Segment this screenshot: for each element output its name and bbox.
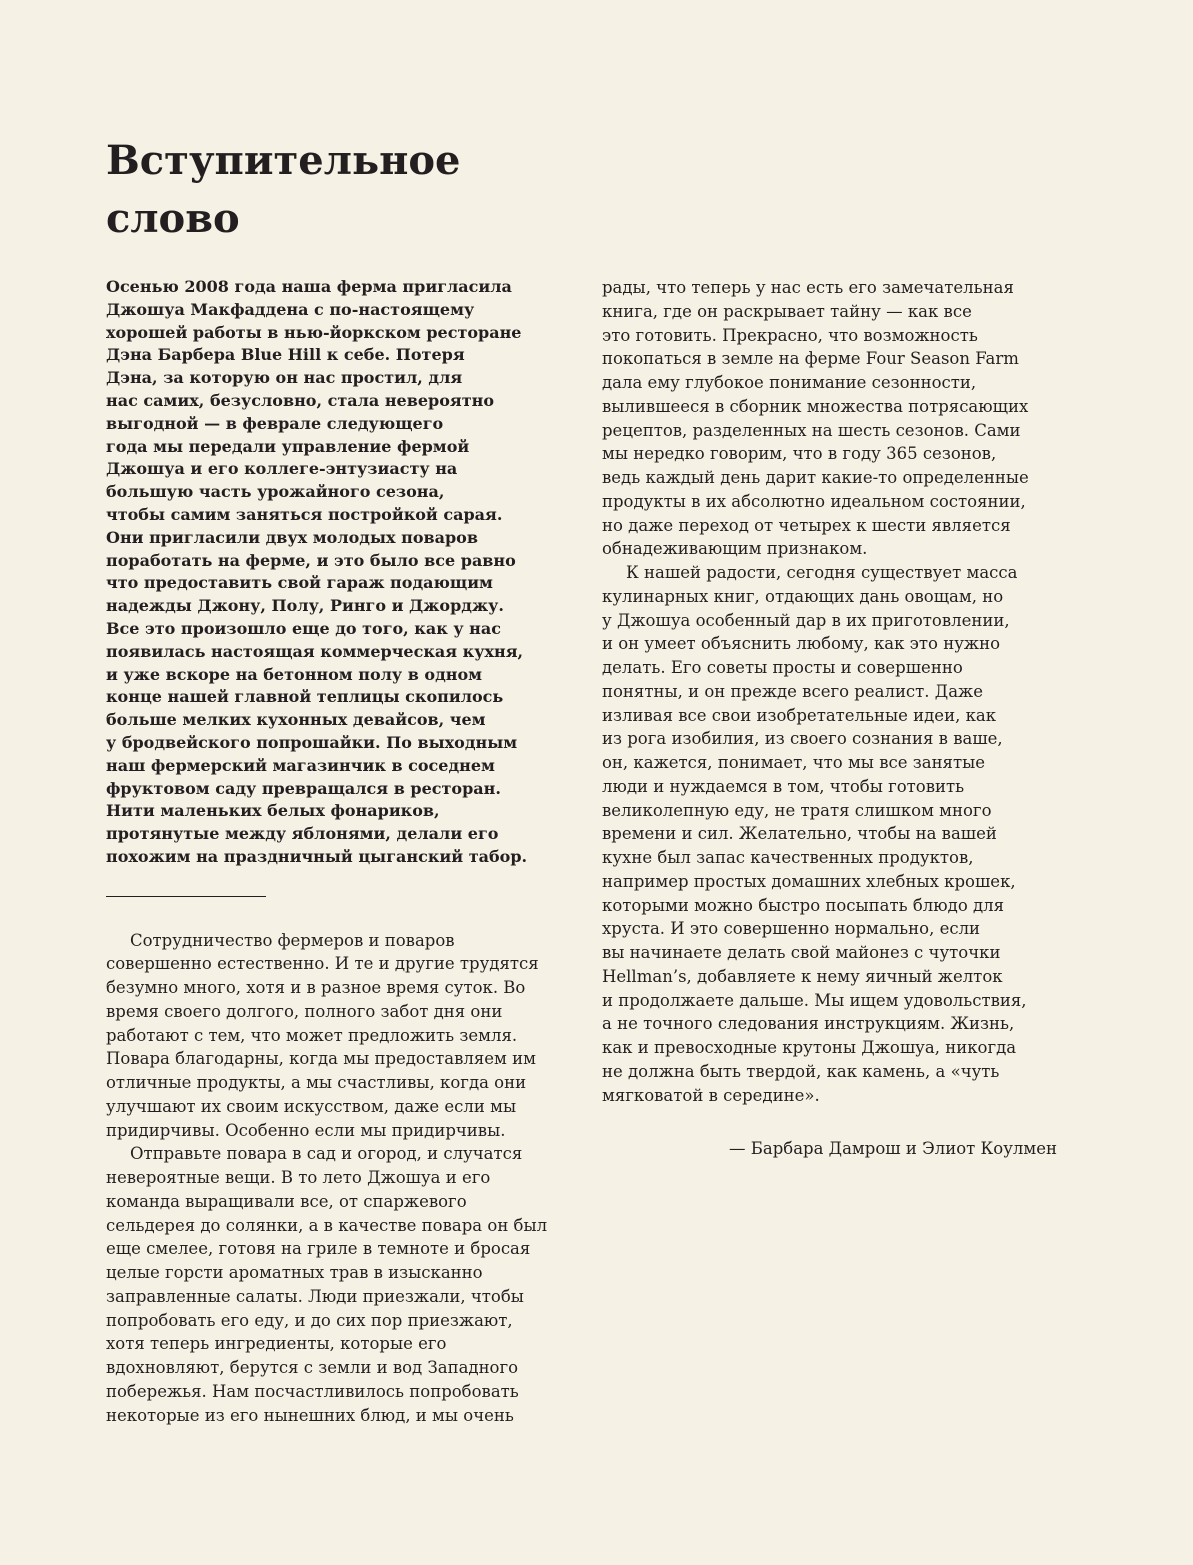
body-line: великолепную еду, не тратя слишком много xyxy=(602,800,992,820)
body-line: вдохновляют, берутся с земли и вод Западного xyxy=(106,1358,519,1378)
lead-line: года мы передали управление фермой xyxy=(106,436,470,456)
body-line: рады, что теперь у нас есть его замечательная xyxy=(602,278,1014,297)
body-line: вы начинаете делать свой майонез с чуточки xyxy=(602,943,1001,962)
right-column xyxy=(602,276,1072,1107)
body-line: у Джошуа особенный дар в их приготовлении, xyxy=(602,610,1010,630)
body-line: отличные продукты, а мы счастливы, когда они xyxy=(106,1073,527,1093)
lead-line: наш фермерский магазинчик в соседнем xyxy=(106,755,495,775)
body-line: побережья. Нам посчастливилось попробовать xyxy=(106,1381,519,1401)
lead-line: Дэна, за которую он нас простил, для xyxy=(106,368,463,388)
lead-line: Все это произошло еще до того, как у нас xyxy=(106,618,501,638)
lead-line: Дэна Барбера Blue Hill к себе. Потеря xyxy=(106,345,465,365)
lead-line: протянутые между яблонями, делали его xyxy=(106,824,499,844)
lead-line: большую часть урожайного сезона, xyxy=(106,482,445,502)
body-line: например простых домашних хлебных крошек, xyxy=(602,871,1016,891)
body-line: мягковатой в середине». xyxy=(602,1085,820,1105)
body-line: К нашей радости, сегодня существует масса xyxy=(626,563,1018,582)
lead-line: надежды Джону, Полу, Ринго и Джорджу. xyxy=(106,596,504,616)
body-line: Отправьте повара в сад и огород, и случатся xyxy=(130,1144,523,1164)
body-line: невероятные вещи. В то лето Джошуа и его xyxy=(106,1168,491,1188)
body-line: сельдерея до солянки, а в качестве повара он был xyxy=(106,1215,548,1235)
body-line: это готовить. Прекрасно, что возможность xyxy=(602,325,978,345)
lead-line: хорошей работы в нью-йоркском ресторане xyxy=(106,322,522,342)
lead-line: выгодной — в феврале следующего xyxy=(106,413,444,433)
lead-line: Они пригласили двух молодых поваров xyxy=(106,527,478,547)
body-line: Hellman’s, добавляете к нему яичный желток xyxy=(602,966,1003,986)
body-line: хотя теперь ингредиенты, которые его xyxy=(106,1334,447,1354)
section-divider xyxy=(106,896,266,897)
body-line: обнадеживающим признаком. xyxy=(602,539,868,559)
body-line: изливая все свои изобретательные идеи, как xyxy=(602,705,997,725)
lead-line: чтобы самим заняться постройкой сарая. xyxy=(106,504,503,524)
body-line: попробовать его еду, и до сих пор приезжают, xyxy=(106,1310,513,1330)
body-line: придирчивы. Особенно если мы придирчивы. xyxy=(106,1120,506,1140)
body-line: команда выращивали все, от спаржевого xyxy=(106,1191,467,1211)
body-line: Сотрудничество фермеров и поваров xyxy=(130,930,455,950)
body-line: не должна быть твердой, как камень, а «чуть xyxy=(602,1061,1000,1081)
left-column xyxy=(106,276,576,1427)
body-line: люди и нуждаемся в том, чтобы готовить xyxy=(602,776,965,796)
lead-line: фруктовом саду превращался в ресторан. xyxy=(106,778,501,798)
body-line: мы нередко говорим, что в году 365 сезонов, xyxy=(602,444,997,464)
title-line: слово xyxy=(106,195,240,242)
body-line: совершенно естественно. И те и другие трудятся xyxy=(106,954,539,974)
body-line: безумно много, хотя и в разное время суток. Во xyxy=(106,978,526,998)
lead-paragraph xyxy=(106,276,576,869)
body-line: кулинарных книг, отдающих дань овощам, но xyxy=(602,586,1004,606)
lead-line: похожим на праздничный цыганский табор. xyxy=(106,846,528,866)
lead-line: появилась настоящая коммерческая кухня, xyxy=(106,641,524,661)
body-line: которыми можно быстро посыпать блюдо для xyxy=(602,895,1005,915)
body-line: улучшают их своим искусством, даже если мы xyxy=(106,1096,517,1116)
lead-line: поработать на ферме, и это было все равно xyxy=(106,550,516,570)
body-line: а не точного следования инструкциям. Жизнь, xyxy=(602,1014,1015,1034)
lead-line: у бродвейского попрошайки. По выходным xyxy=(106,732,518,752)
body-line: заправленные салаты. Люди приезжали, чтобы xyxy=(106,1286,524,1306)
body-line: покопаться в земле на ферме Four Season Farm xyxy=(602,349,1019,369)
body-line: работают с тем, что может предложить земля. xyxy=(106,1025,518,1045)
body-line: времени и сил. Желательно, чтобы на вашей xyxy=(602,824,997,844)
lead-line: что предоставить свой гараж подающим xyxy=(106,573,493,593)
body-line: ведь каждый день дарит какие-то определенные xyxy=(602,468,1029,487)
body-line: еще смелее, готовя на гриле в темноте и бросая xyxy=(106,1239,531,1259)
body-text-right xyxy=(602,276,1072,1107)
body-line: Повара благодарны, когда мы предоставляем им xyxy=(106,1049,536,1069)
body-line: и он умеет объяснить любому, как это нужно xyxy=(602,634,1001,654)
lead-line: конце нашей главной теплицы скопилось xyxy=(106,687,504,707)
body-line: дала ему глубокое понимание сезонности, xyxy=(602,373,977,392)
body-line: продукты в их абсолютно идеальном состоянии, xyxy=(602,491,1026,511)
body-line: из рога изобилия, из своего сознания в ваше, xyxy=(602,729,1003,749)
body-line: целые горсти ароматных трав в изысканно xyxy=(106,1263,483,1283)
body-line: некоторые из его нынешних блюд, и мы очень xyxy=(106,1405,514,1425)
body-line: понятны, и он прежде всего реалист. Даже xyxy=(602,681,983,701)
page-title xyxy=(106,132,666,248)
body-line: рецептов, разделенных на шесть сезонов. Сами xyxy=(602,420,1021,440)
lead-line: нас самих, безусловно, стала невероятно xyxy=(106,390,494,410)
lead-line: и уже вскоре на бетонном полу в одном xyxy=(106,664,483,684)
body-line: но даже переход от четырех к шести является xyxy=(602,515,1011,535)
signature: — Барбара Дамрош и Элиот Коулмен xyxy=(729,1139,1057,1158)
lead-line: Джошуа Макфаддена с по-настоящему xyxy=(106,299,475,319)
body-line: хруста. И это совершенно нормально, если xyxy=(602,919,981,939)
body-line: книга, где он раскрывает тайну — как все xyxy=(602,301,972,321)
title-line: Вступительное xyxy=(106,137,461,184)
body-text-left xyxy=(106,929,576,1428)
lead-line: Осенью 2008 года наша ферма пригласила xyxy=(106,277,512,296)
body-line: и продолжаете дальше. Мы ищем удовольствия, xyxy=(602,990,1027,1010)
body-line: кухне был запас качественных продуктов, xyxy=(602,848,974,867)
lead-line: Нити маленьких белых фонариков, xyxy=(106,801,440,821)
body-line: делать. Его советы просты и совершенно xyxy=(602,658,963,677)
body-line: вылившееся в сборник множества потрясающих xyxy=(602,396,1029,416)
lead-line: больше мелких кухонных девайсов, чем xyxy=(106,710,486,730)
lead-line: Джошуа и его коллеге-энтузиасту на xyxy=(106,459,458,479)
body-line: время своего долгого, полного забот дня они xyxy=(106,1001,503,1021)
body-line: он, кажется, понимает, что мы все занятые xyxy=(602,753,985,772)
body-line: как и превосходные крутоны Джошуа, никогда xyxy=(602,1038,1017,1057)
